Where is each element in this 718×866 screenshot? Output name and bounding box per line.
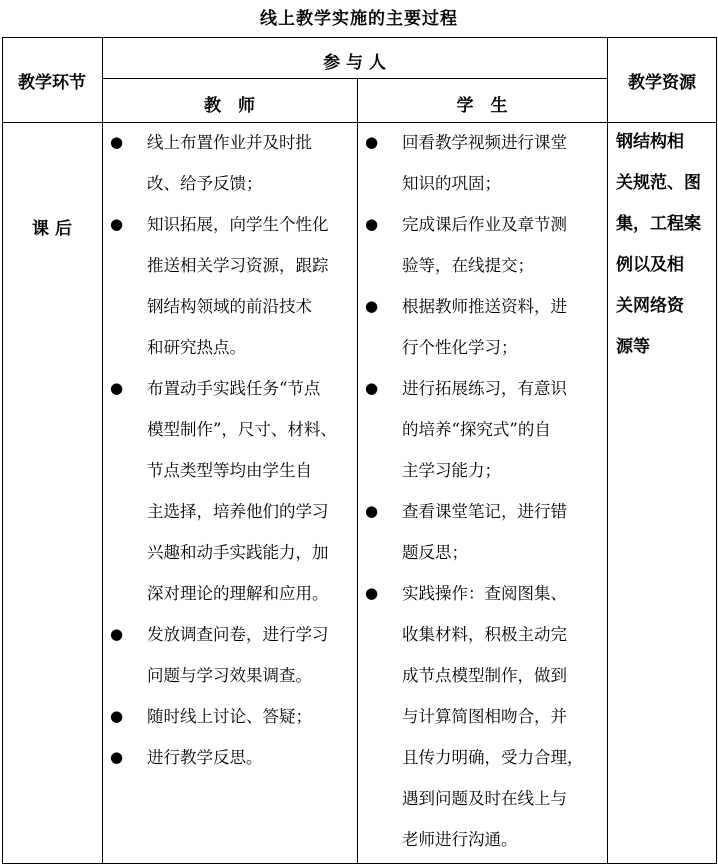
student-activity-item — [365, 286, 601, 368]
bullet-icon: ● — [110, 215, 124, 233]
student-activities-list — [365, 122, 601, 860]
student-activity-item-line: 知识的巩固； — [402, 174, 501, 193]
resources-line: 关规范、图 — [616, 173, 701, 193]
student-activity-item-line: 根据教师推送资料，进 — [402, 297, 567, 316]
header-resources: 教学资源 — [628, 73, 696, 93]
teacher-activity-item — [110, 614, 350, 696]
student-activity-item-line: 实践操作：查阅图集、 — [402, 584, 567, 603]
bullet-icon: ● — [365, 215, 379, 233]
table-top-border — [2, 37, 717, 38]
student-activity-item-line: 主学习能力； — [402, 461, 501, 480]
student-activity-item — [365, 368, 601, 491]
teacher-activity-item-line: 钢结构领域的前沿技术 — [147, 297, 312, 316]
bullet-icon: ● — [110, 707, 124, 725]
stage-column-divider — [102, 37, 103, 864]
teacher-activity-item-line: 发放调查问卷，进行学习 — [147, 625, 329, 644]
student-activity-item-line: 老师进行沟通。 — [402, 830, 518, 849]
teacher-activity-item — [110, 737, 350, 778]
header-teacher: 教 师 — [204, 96, 255, 116]
student-activity-item-line: 遇到问题及时在线上与 — [402, 789, 567, 808]
bullet-icon: ● — [365, 502, 379, 520]
student-activity-item-line: 的培养“探究式”的自 — [402, 420, 551, 439]
bullet-icon: ● — [110, 379, 124, 397]
student-activity-item-line: 行个性化学习； — [402, 338, 518, 357]
teacher-activity-item-line: 线上布置作业并及时批 — [147, 133, 312, 152]
student-activity-item-line: 回看教学视频进行课堂 — [402, 133, 567, 152]
teacher-activity-item — [110, 696, 350, 737]
teacher-activity-item-line: 问题与学习效果调查。 — [147, 666, 312, 685]
teacher-activity-item-line: 进行教学反思。 — [147, 748, 263, 767]
table-right-border — [716, 37, 717, 864]
resources-line: 例以及相 — [616, 255, 684, 275]
teacher-activity-item-line: 模型制作”，尺寸、材料、 — [147, 420, 337, 439]
teacher-activity-item — [110, 368, 350, 614]
resources-line: 源等 — [616, 337, 650, 357]
teacher-student-divider — [357, 78, 358, 864]
teacher-activity-item-line: 主选择，培养他们的学习 — [147, 502, 329, 521]
teacher-activity-item-line: 知识拓展，向学生个性化 — [147, 215, 329, 234]
student-activity-item — [365, 204, 601, 286]
teacher-activity-item — [110, 204, 350, 368]
student-activity-item-line: 完成课后作业及章节测 — [402, 215, 567, 234]
teacher-activity-item-line: 推送相关学习资源，跟踪 — [147, 256, 329, 275]
student-activity-item — [365, 491, 601, 573]
student-activity-item-line: 题反思； — [402, 543, 468, 562]
resources-line: 钢结构相 — [616, 132, 684, 152]
teacher-activity-item-line: 随时线上讨论、答疑； — [147, 707, 312, 726]
table-bottom-border — [2, 863, 717, 864]
teacher-activity-item-line: 改、给予反馈； — [147, 174, 263, 193]
teacher-activity-item-line: 兴趣和动手实践能力，加 — [147, 543, 329, 562]
student-activity-item — [365, 122, 601, 204]
bullet-icon: ● — [365, 379, 379, 397]
student-activity-item-line: 验等，在线提交； — [402, 256, 534, 275]
teacher-activity-item-line: 节点类型等均由学生自 — [147, 461, 312, 480]
header-student: 学 生 — [456, 96, 508, 116]
header-participants: 参 与 人 — [323, 53, 386, 73]
teacher-activity-item-line: 深对理论的理解和应用。 — [147, 584, 329, 603]
student-activity-item-line: 查看课堂笔记，进行错 — [402, 502, 567, 521]
bullet-icon: ● — [110, 748, 124, 766]
bullet-icon: ● — [110, 133, 124, 151]
resources-line: 关网络资 — [616, 296, 684, 316]
student-activity-item-line: 成节点模型制作，做到 — [402, 666, 567, 685]
student-activity-item-line: 收集材料，积极主动完 — [402, 625, 567, 644]
resources-column-divider — [607, 37, 608, 864]
resources-text — [616, 122, 712, 368]
header-stage: 教学环节 — [18, 73, 86, 93]
bullet-icon: ● — [110, 625, 124, 643]
teacher-activity-item — [110, 122, 350, 204]
student-activity-item-line: 与计算简图相吻合，并 — [402, 707, 567, 726]
student-activity-item — [365, 573, 601, 860]
table-left-border — [2, 37, 3, 864]
bullet-icon: ● — [365, 133, 379, 151]
bullet-icon: ● — [365, 584, 379, 602]
bullet-icon: ● — [365, 297, 379, 315]
stage-label: 课 后 — [32, 219, 72, 239]
teacher-activity-item-line: 布置动手实践任务“节点 — [147, 379, 321, 398]
teacher-activity-item-line: 和研究热点。 — [147, 338, 246, 357]
student-activity-item-line: 且传力明确，受力合理， — [402, 748, 584, 767]
participants-divider — [102, 78, 607, 79]
teacher-activities-list — [110, 122, 350, 778]
resources-line: 集，工程案 — [616, 214, 701, 234]
page-title: 线上教学实施的主要过程 — [260, 9, 458, 29]
student-activity-item-line: 进行拓展练习，有意识 — [402, 379, 567, 398]
